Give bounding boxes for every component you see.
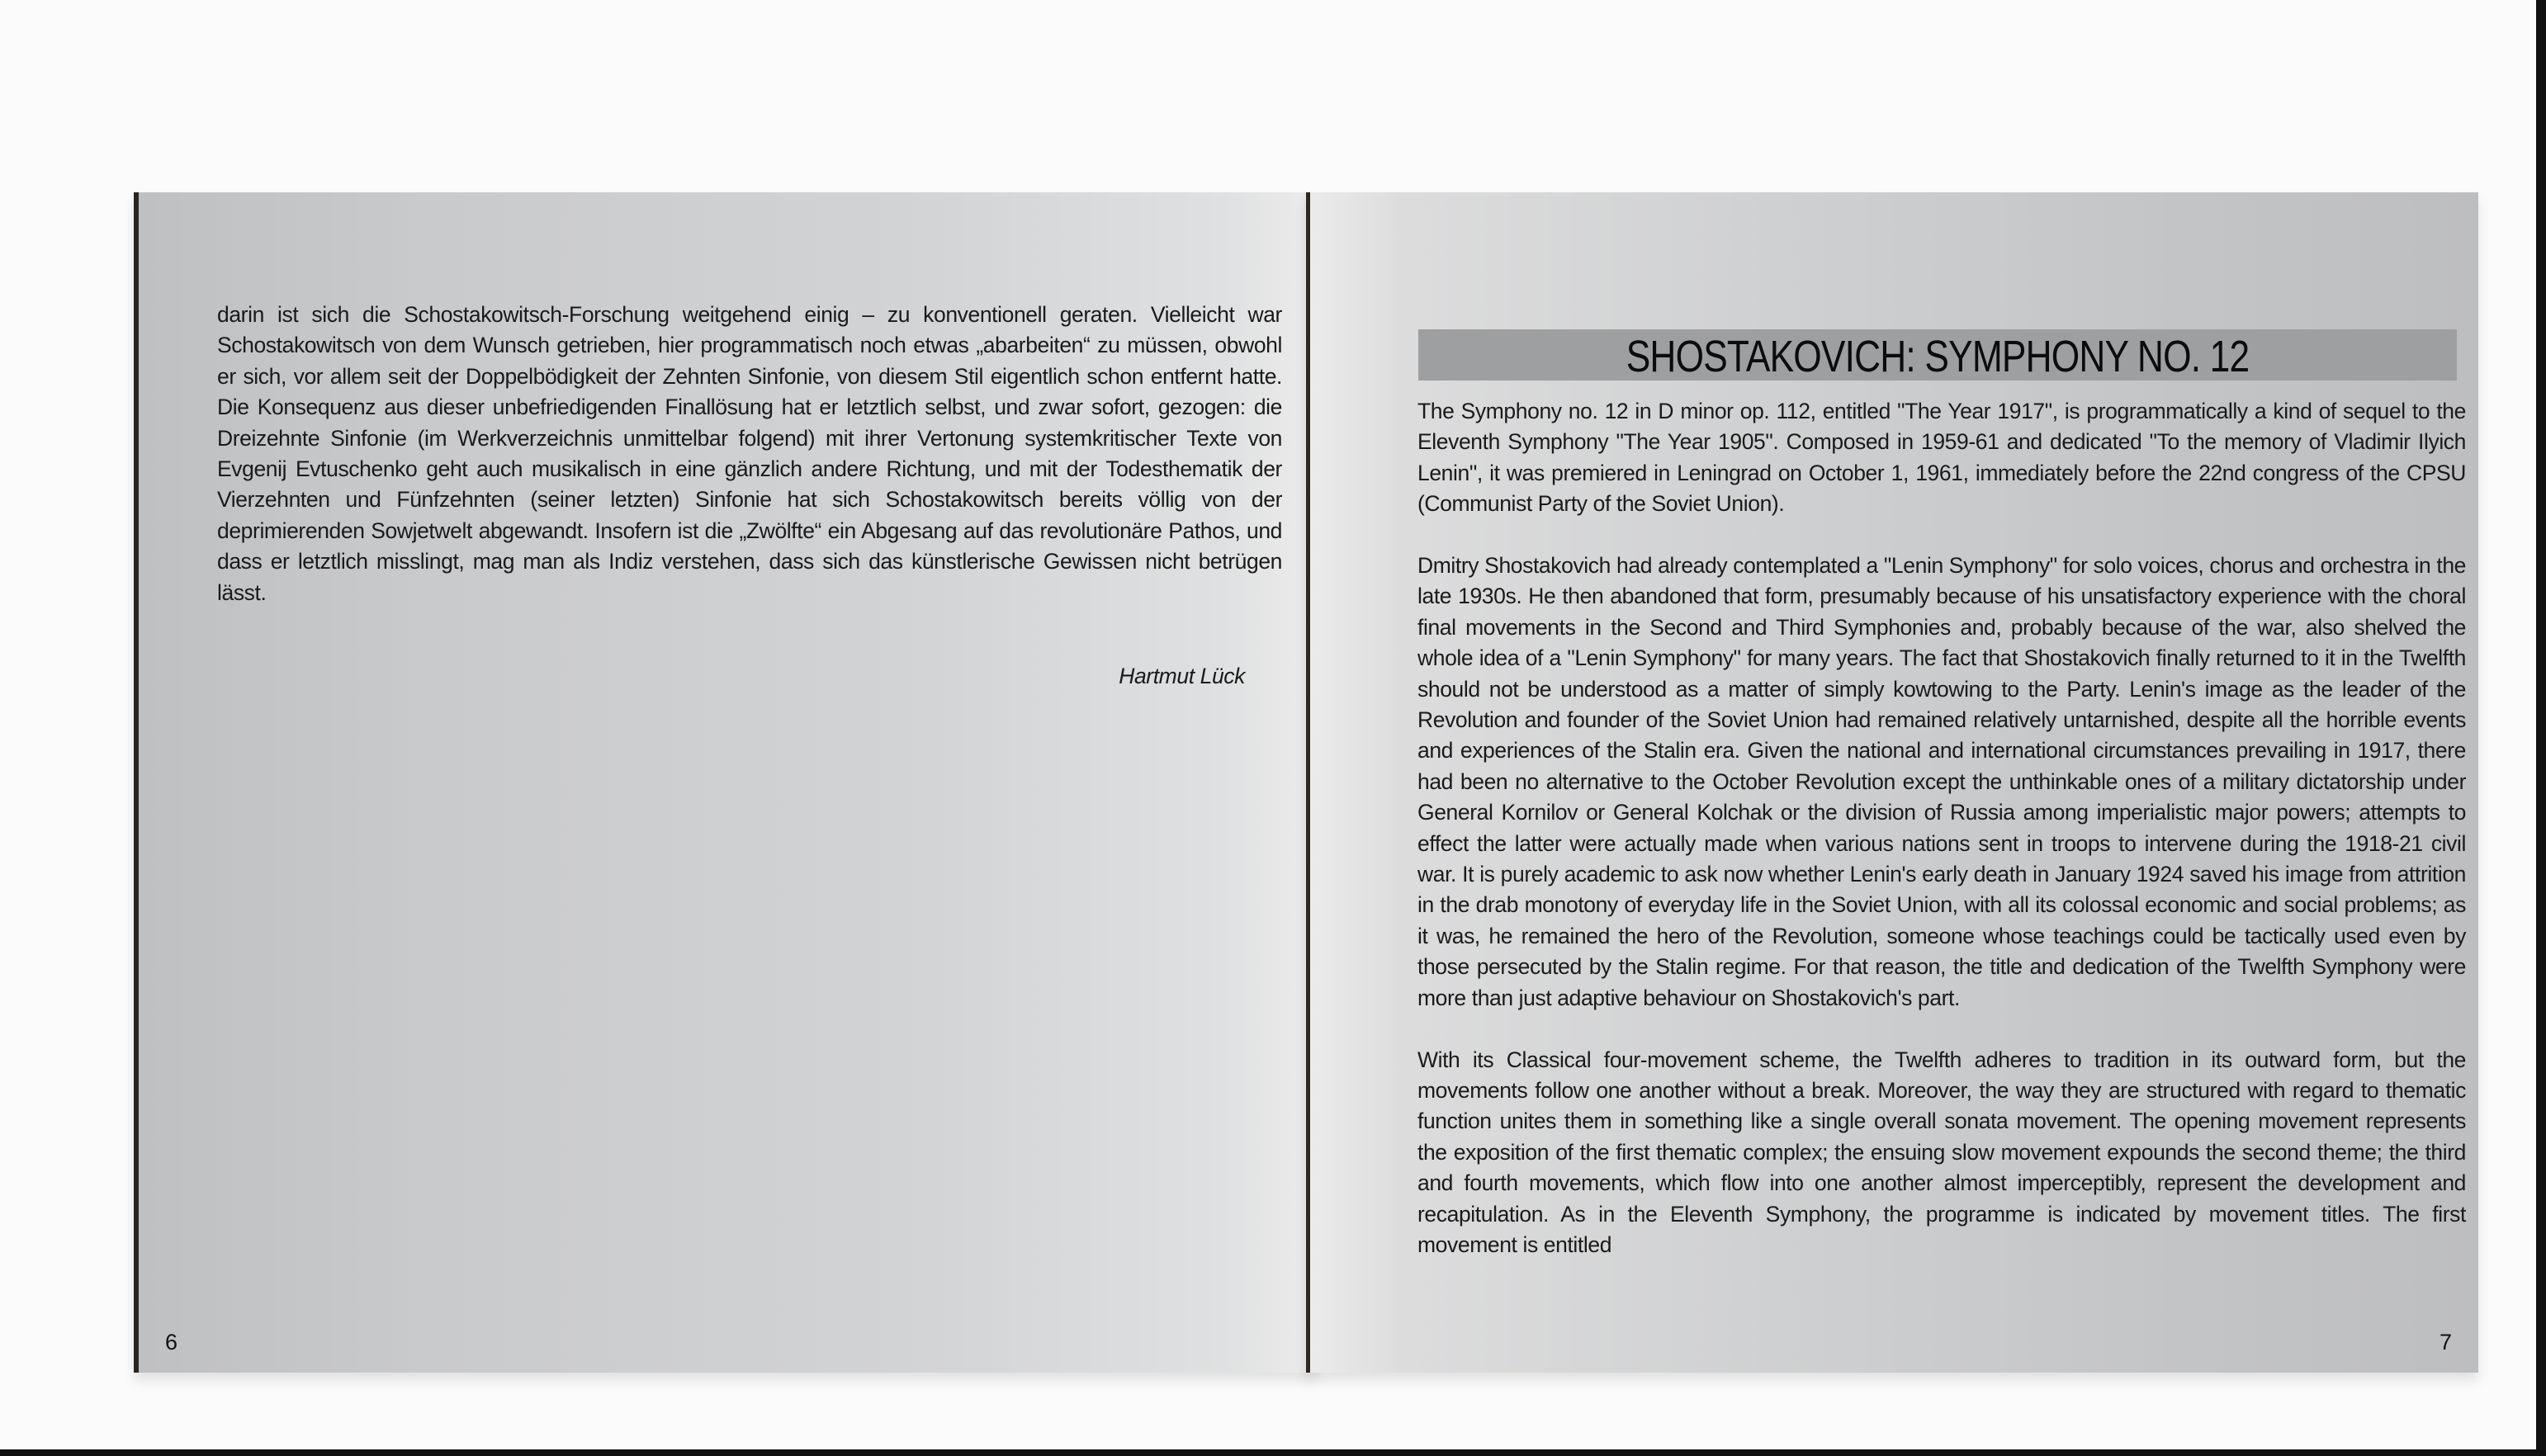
author-signature: Hartmut Lück [1119, 664, 1245, 688]
essay-paragraph: With its Classical four-movement scheme, the Twelfth adheres to tradition in its outward form, but the movements follow one another without a break. Moreover, the way they are structured with regard to thematic function unites them in something like a single overall sonata movement. The opening movement represents the exposition of the first thematic complex; the ensuing slow movement expounds the second theme; the third and fourth movements, which flow into one another almost imperceptibly, represent the development and recapitulation. As in the Eleventh Symphony, the programme is indicated by movement titles. The first movement is entitled [1417, 1047, 2466, 1257]
page-title: SHOSTAKOVICH: SYMPHONY NO. 12 [1626, 332, 2250, 382]
page-number: 6 [165, 1330, 178, 1354]
booklet-page-left [134, 192, 1315, 1373]
english-essay-text [1417, 396, 2466, 1260]
essay-paragraph: Dmitry Shostakovich had already contemplated a "Lenin Symphony" for solo voices, chorus and orchestra in the late 1930s. He then abandoned that form, presumably because of his unsatisfactory experience with the choral final movements in the Second and Third Symphonies and, probably because of the war, also shelved the whole idea of a "Lenin Symphony" for many years. The fact that Shostakovich finally returned to it in the Twelfth should not be understood as a matter of simply kowtowing to the Party. Lenin's image as the leader of the Revolution and founder of the Soviet Union had remained relatively untarnished, despite all the horrible events and experiences of the Stalin era. Given the national and international circumstances prevailing in 1917, there had been no alternative to the October Revolution except the unthinkable ones of a military dictatorship under General Kornilov or General Kolchak or the division of Russia among imperialistic major powers; attempts to effect the latter were actually made when various nations sent in troops to intervene during the 1918-21 civil war. It is purely academic to ask now whether Lenin's early death in January 1924 saved his image from attrition in the drab monotony of everyday life in the Soviet Union, with all its colossal economic and social problems; as it was, he remained the hero of the Revolution, someone whose teachings could be tactically used even by those persecuted by the Stalin regime. For that reason, the title and dedication of the Twelfth Symphony were more than just adaptive behaviour on Shostakovich's part. [1417, 553, 2466, 1010]
german-essay-text [217, 300, 1282, 608]
scan-border-right [2536, 0, 2546, 1456]
page-number: 7 [2439, 1330, 2452, 1354]
essay-paragraph: The Symphony no. 12 in D minor op. 112, entitled "The Year 1917", is programmatically a kind of sequel to the Eleventh Symphony "The Year 1905". Composed in 1959-61 and dedicated "To the memory of Vladimir Ilyich Lenin", it was premiered in Leningrad on October 1, 1961, immediately before the 22nd congress of the CPSU (Communist Party of the Soviet Union). [1417, 399, 2466, 517]
essay-paragraph: darin ist sich die Schostakowitsch-Forschung weitgehend einig – zu konventionell geraten. Vielleicht war Schostakowitsch von dem Wunsch getrieben, hier programmatisch noch etwas „abarbeiten“ zu müssen, obwohl er sich, vor allem seit der Doppelbödigkeit der Zehnten Sinfonie, von diesem Stil eigentlich schon entfernt hatte. Die Konsequenz aus dieser unbefriedigenden Finallösung hat er letztlich selbst, und zwar sofort, gezogen: die Dreizehnte Sinfonie (im Werkverzeichnis unmittelbar folgend) mit ihrer Vertonung systemkritischer Texte von Evgenij Evtuschenko geht auch musikalisch in eine gänzlich andere Richtung, und mit der Todesthematik der Vierzehnten und Fünfzehnten (seiner letzten) Sinfonie hat sich Schostakowitsch bereits völlig von der deprimierenden Sowjetwelt abgewandt. Insofern ist die „Zwölfte“ ein Abgesang auf das revolutionäre Pathos, und dass er letztlich misslingt, mag man als Indiz verstehen, dass sich das künstlerische Gewissen nicht betrügen lässt. [217, 302, 1282, 605]
booklet-page-right [1306, 192, 2478, 1373]
scan-border-bottom [0, 1449, 2546, 1456]
